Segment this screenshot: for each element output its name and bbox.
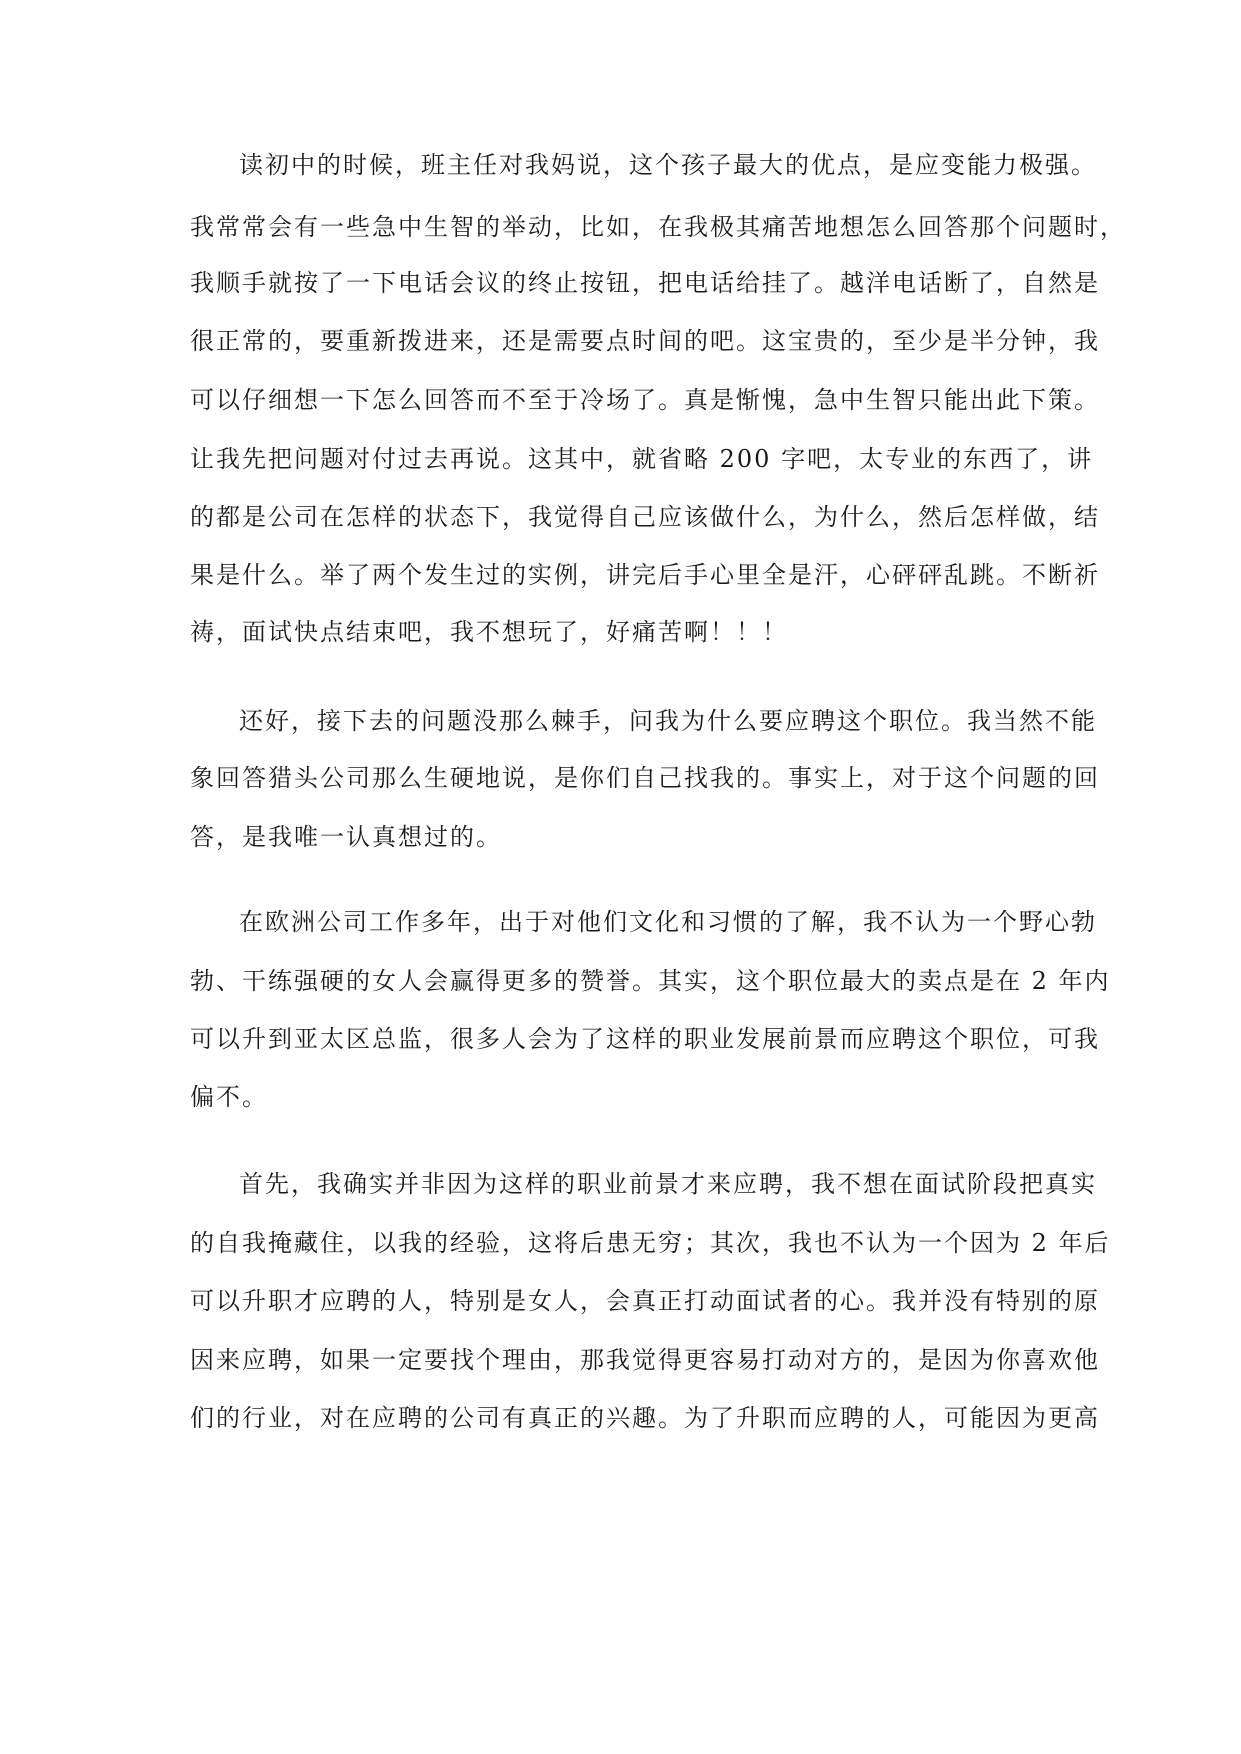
paragraph-1-line-7: 的都是公司在怎样的状态下，我觉得自己应该做什么，为什么，然后怎样做，结 [190, 503, 1100, 531]
paragraph-3-line-2: 勃、干练强硬的女人会赢得更多的赞誉。其实，这个职位最大的卖点是在 2 年内 [190, 967, 1111, 995]
paragraph-3-line-1: 在欧洲公司工作多年，出于对他们文化和习惯的了解，我不认为一个野心勃 [239, 908, 1097, 936]
paragraph-2-line-2: 象回答猎头公司那么生硬地说，是你们自己找我的。事实上，对于这个问题的回 [190, 764, 1100, 792]
paragraph-1-line-3: 我顺手就按了一下电话会议的终止按钮，把电话给挂了。越洋电话断了，自然是 [190, 269, 1100, 297]
paragraph-4-line-4: 因来应聘，如果一定要找个理由，那我觉得更容易打动对方的，是因为你喜欢他 [190, 1346, 1100, 1374]
paragraph-4-line-3: 可以升职才应聘的人，特别是女人，会真正打动面试者的心。我并没有特别的原 [190, 1287, 1100, 1315]
paragraph-1-line-9: 祷，面试快点结束吧，我不想玩了，好痛苦啊！！！ [190, 618, 788, 646]
paragraph-4-line-1: 首先，我确实并非因为这样的职业前景才来应聘，我不想在面试阶段把真实 [239, 1170, 1097, 1198]
paragraph-1-line-6: 让我先把问题对付过去再说。这其中，就省略 200 字吧，太专业的东西了，讲 [190, 445, 1094, 473]
paragraph-1-line-2: 我常常会有一些急中生智的举动，比如，在我极其痛苦地想怎么回答那个问题时， [190, 213, 1126, 241]
paragraph-1-line-1: 读初中的时候，班主任对我妈说，这个孩子最大的优点，是应变能力极强。 [239, 151, 1097, 179]
paragraph-1-line-8: 果是什么。举了两个发生过的实例，讲完后手心里全是汗，心砰砰乱跳。不断祈 [190, 561, 1100, 589]
paragraph-2-line-3: 答，是我唯一认真想过的。 [190, 823, 502, 851]
paragraph-1-line-5: 可以仔细想一下怎么回答而不至于冷场了。真是惭愧，急中生智只能出此下策。 [190, 386, 1100, 414]
paragraph-2-line-1: 还好，接下去的问题没那么棘手，问我为什么要应聘这个职位。我当然不能 [239, 707, 1097, 735]
paragraph-4-line-2: 的自我掩藏住，以我的经验，这将后患无穷；其次，我也不认为一个因为 2 年后 [190, 1229, 1111, 1257]
paragraph-3-line-4: 偏不。 [190, 1083, 268, 1111]
paragraph-4-line-5: 们的行业，对在应聘的公司有真正的兴趣。为了升职而应聘的人，可能因为更高 [190, 1404, 1100, 1432]
paragraph-3-line-3: 可以升到亚太区总监，很多人会为了这样的职业发展前景而应聘这个职位，可我 [190, 1025, 1100, 1053]
paragraph-1-line-4: 很正常的，要重新拨进来，还是需要点时间的吧。这宝贵的，至少是半分钟，我 [190, 327, 1100, 355]
